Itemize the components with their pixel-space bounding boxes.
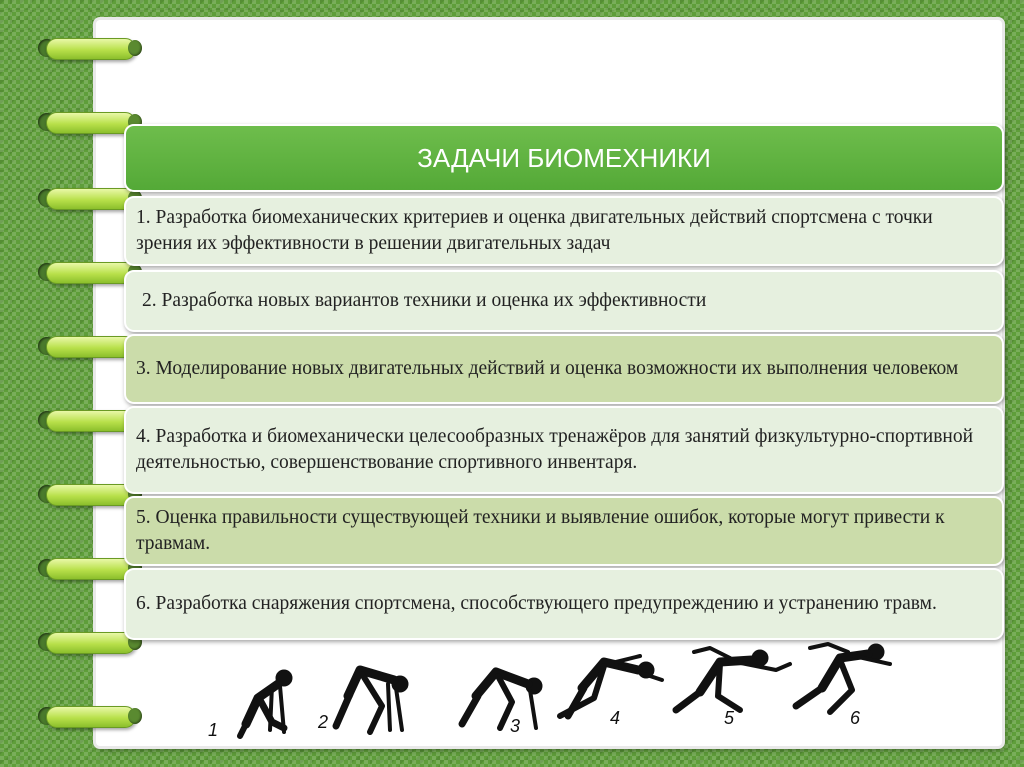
frame-label: 1: [208, 720, 219, 740]
binder-ring-icon: [36, 36, 140, 60]
sprinter-silhouette-icon: [240, 670, 292, 736]
slide-title: ЗАДАЧИ БИОМЕХНИКИ: [124, 124, 1004, 192]
sprint-start-phases-illustration: [200, 640, 900, 744]
task-item-text: 3. Моделирование новых двигательных действий и оценка возможности их выполнения человеком: [136, 358, 959, 379]
sprinter-silhouette-icon: [796, 644, 890, 712]
frame-label: 2: [318, 712, 329, 732]
task-item-text: 4. Разработка и биомеханически целесообразных тренажёров для занятий физкультурно-спортивной деятельностью, совершенствование спортивного инвентаря.: [136, 426, 974, 473]
sprinter-silhouette-icon: [336, 670, 408, 732]
task-item-text: 5. Оценка правильности существующей техники и выявление ошибок, которые могут привести к травмам.: [136, 507, 945, 554]
task-item-1: [124, 196, 1004, 266]
task-item-5: [124, 496, 1004, 566]
sprinter-silhouette-icon: [560, 656, 662, 716]
task-item-text: 6. Разработка снаряжения спортсмена, способствующего предупреждению и устранению травм.: [136, 593, 937, 614]
binder-ring-icon: [36, 704, 140, 728]
frame-label: 4: [610, 708, 621, 728]
frame-label: 6: [850, 708, 861, 728]
frame-label: 5: [724, 708, 735, 728]
task-item-text: 2. Разработка новых вариантов техники и оценка их эффективности: [142, 290, 707, 311]
task-item-text: 1. Разработка биомеханических критериев и оценка двигательных действий спортсмена с точки зрения их эффективности в решении двигательных задач: [136, 207, 933, 254]
sprinter-silhouette-icon: [676, 648, 790, 710]
task-item-6: [124, 568, 1004, 640]
frame-label: 3: [510, 716, 521, 736]
task-item-4: [124, 406, 1004, 494]
task-item-3: [124, 334, 1004, 404]
sprinter-silhouette-icon: [462, 672, 542, 728]
task-item-2: [124, 270, 1004, 332]
